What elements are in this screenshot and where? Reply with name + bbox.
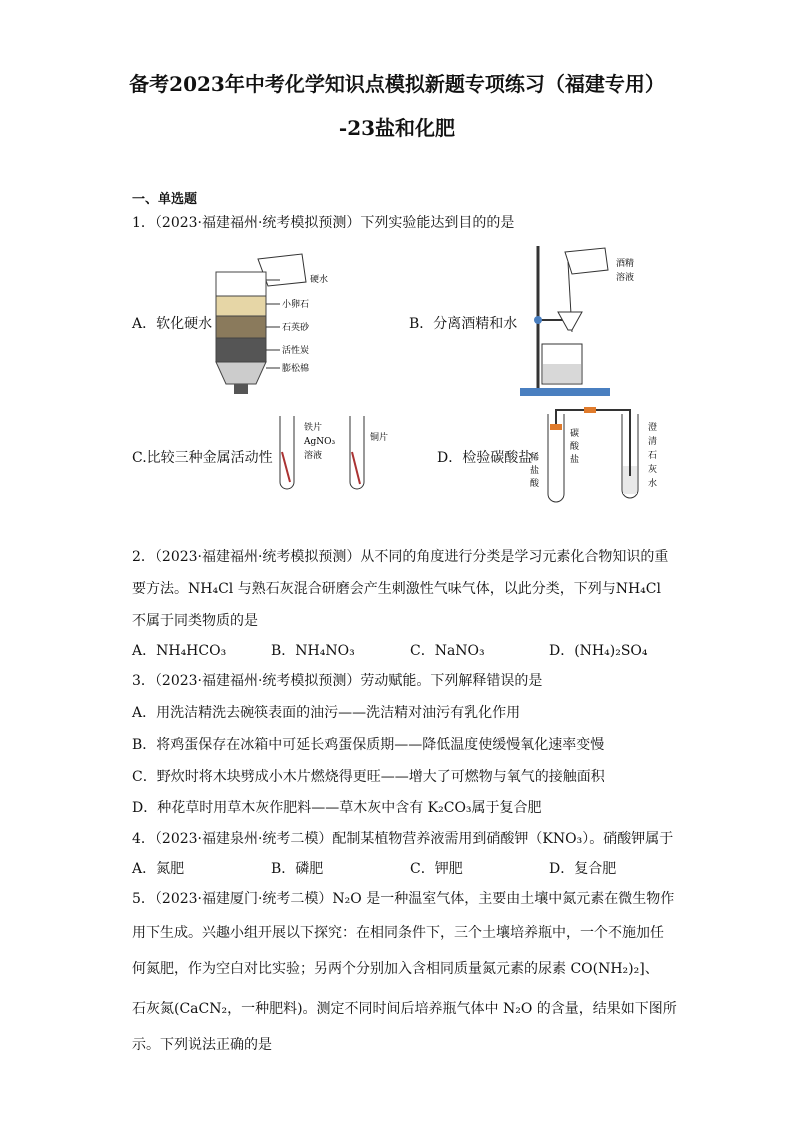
q4-option-b: B．磷肥 xyxy=(271,861,324,877)
q1-option-c: C.比较三种金属活动性 xyxy=(132,450,273,466)
q5-line-3: 何氮肥，作为空白对比实验；另两个分别加入含相同质量氮元素的尿素 CO(NH₂)₂]、 xyxy=(132,961,659,977)
q3-option-b: B．将鸡蛋保存在冰箱中可延长鸡蛋保质期——降低温度使缓慢氧化速率变慢 xyxy=(132,737,605,753)
fig-c-label-3: 溶液 xyxy=(304,451,323,461)
title-line-1: 备考2023年中考化学知识点模拟新题专项练习（福建专用） xyxy=(129,72,665,96)
q4-option-c: C．钾肥 xyxy=(410,861,463,877)
fig-c-label-1: 铁片 xyxy=(304,423,323,433)
fig-c-label-4: 铜片 xyxy=(370,433,389,443)
q2-option-d: D．(NH₄)₂SO₄ xyxy=(549,643,648,659)
q5-line-2: 用下生成。兴趣小组开展以下探究：在相同条件下，三个土壤培养瓶中，一个不施加任 xyxy=(132,925,664,941)
fig-d-label-2: 盐 xyxy=(530,466,540,476)
q1-stem: 1．（2023·福建福州·统考模拟预测）下列实验能达到目的的是 xyxy=(132,215,515,231)
fig-d-label-11: 水 xyxy=(648,479,658,489)
fig-d-label-3: 酸 xyxy=(530,479,540,489)
fig-b-label-2: 溶液 xyxy=(616,273,635,283)
fig-d-label-4: 碳 xyxy=(570,429,580,439)
fig-d-label-8: 清 xyxy=(648,437,658,447)
fig-d-label-1: 稀 xyxy=(530,453,540,463)
fig-d-label-6: 盐 xyxy=(570,455,580,465)
figure-filtration-setup xyxy=(510,240,650,400)
fig-d-label-7: 澄 xyxy=(648,423,658,433)
q2-line-2: 要方法。NH₄Cl 与熟石灰混合研磨会产生刺激性气味气体，以此分类，下列与NH₄Cl xyxy=(132,581,661,597)
q1-option-a: A．软化硬水 xyxy=(132,316,213,332)
fig-a-label-5: 膨松棉 xyxy=(282,364,310,374)
q3-option-a: A．用洗洁精洗去碗筷表面的油污——洗洁精对油污有乳化作用 xyxy=(132,705,521,721)
q3-option-d: D．种花草时用草木灰作肥料——草木灰中含有 K₂CO₃属于复合肥 xyxy=(132,800,542,816)
q5-line-1: 5．（2023·福建厦门·统考二模）N₂O 是一种温室气体，主要由土壤中氮元素在微生物作 xyxy=(132,891,675,907)
section-heading: 一、单选题 xyxy=(132,192,198,207)
q2-line-1: 2．（2023·福建福州·统考模拟预测）从不同的角度进行分类是学习元素化合物知识的重 xyxy=(132,549,669,565)
q2-option-b: B．NH₄NO₃ xyxy=(271,643,355,659)
figure-water-filter xyxy=(210,244,350,404)
q3-option-c: C．野炊时将木块劈成小木片燃烧得更旺——增大了可燃物与氧气的接触面积 xyxy=(132,769,605,785)
q4-stem: 4．（2023·福建泉州·统考二模）配制某植物营养液需用到硝酸钾（KNO₃）。硝酸钾属于 xyxy=(132,831,674,847)
q3-stem: 3．（2023·福建福州·统考模拟预测）劳动赋能。下列解释错误的是 xyxy=(132,673,543,689)
q2-option-a: A．NH₄HCO₃ xyxy=(132,643,227,659)
q5-line-5: 示。下列说法正确的是 xyxy=(132,1037,272,1053)
figure-metal-test-tubes xyxy=(272,412,402,502)
title-line-2: -23盐和化肥 xyxy=(338,116,456,140)
q1-option-b: B．分离酒精和水 xyxy=(409,316,518,332)
q5-line-4: 石灰氮(CaCN₂，一种肥料)。测定不同时间后培养瓶气体中 N₂O 的含量，结果如下图所 xyxy=(132,1001,677,1017)
q4-option-d: D．复合肥 xyxy=(549,861,617,877)
fig-a-label-4: 活性炭 xyxy=(282,346,310,356)
fig-d-label-10: 灰 xyxy=(648,465,658,475)
q2-line-3: 不属于同类物质的是 xyxy=(132,613,258,629)
fig-b-label-1: 酒精 xyxy=(616,259,635,269)
figure-gas-test xyxy=(526,406,666,506)
fig-a-label-1: 硬水 xyxy=(310,275,329,285)
fig-a-label-3: 石英砂 xyxy=(282,323,310,333)
q2-option-c: C．NaNO₃ xyxy=(410,643,485,659)
fig-a-label-2: 小卵石 xyxy=(282,300,310,310)
fig-d-label-9: 石 xyxy=(648,451,658,461)
q4-option-a: A．氮肥 xyxy=(132,861,185,877)
fig-c-label-2: AgNO₃ xyxy=(304,437,336,447)
q1-option-d: D．检验碳酸盐 xyxy=(437,450,533,466)
fig-d-label-5: 酸 xyxy=(570,442,580,452)
